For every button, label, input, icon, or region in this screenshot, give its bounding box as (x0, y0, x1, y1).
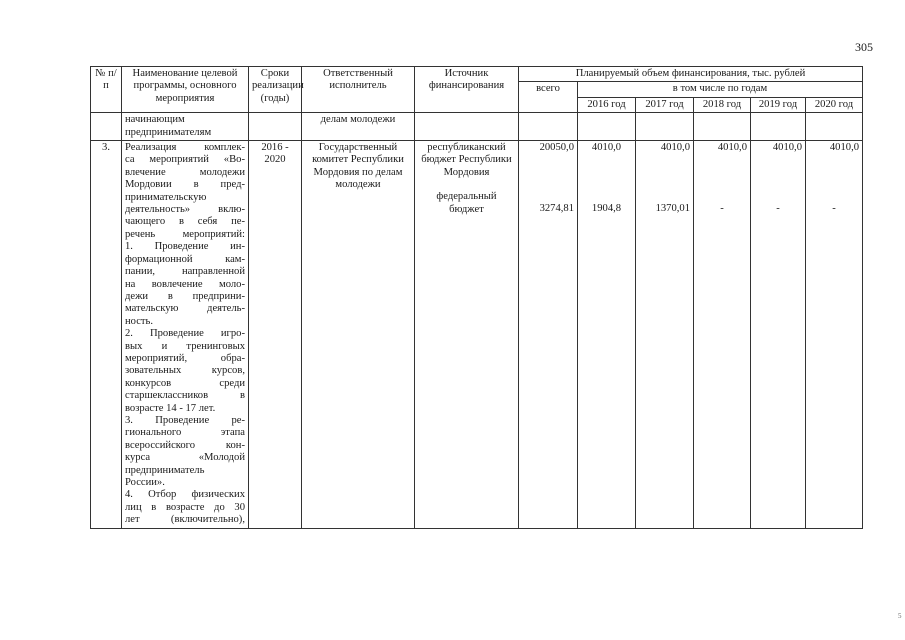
header-num: № п/п (91, 67, 122, 113)
row3-num: 3. (91, 141, 122, 529)
row3-name-line: всероссийского кон- (125, 439, 245, 451)
row3-executor: Государственный комитет Республики Мордовия по делам молодежи (302, 141, 415, 529)
row3-name-line: 2. Проведение игро- (125, 328, 245, 340)
republic-2017: 4010,0 (660, 142, 690, 154)
header-by-years: в том числе по годам (578, 82, 863, 97)
federal-2016: 1904,8 (591, 203, 622, 215)
federal-2017: 1370,01 (655, 203, 690, 215)
row3-2017 (636, 141, 694, 529)
row3-name-line: Мордовии в пред- (125, 179, 245, 191)
row3-2016 (578, 141, 636, 529)
source-republic: республиканский бюджет Республики Мордовия (421, 142, 512, 178)
row3-name-line: деятельность» вклю- (125, 204, 245, 216)
row3-name-line: 4. Отбор физических (125, 489, 245, 501)
side-mark: 5 (898, 612, 902, 620)
row3-name-line: влечение молодежи (125, 166, 245, 178)
row3-name-line: конкурсов среди (125, 377, 245, 389)
row3-name-line: ность. (125, 315, 154, 327)
header-year-2017: 2017 год (636, 97, 694, 112)
page-number: 305 (855, 40, 873, 54)
republic-2020: 4010,0 (829, 142, 860, 154)
row3-name-line: лиц в возрасте до 30 (125, 501, 245, 513)
row3-name-line: предприниматель (125, 464, 205, 476)
row3-2020 (806, 141, 863, 529)
header-total: всего (519, 82, 578, 113)
row3-name-line: курса «Молодой (125, 452, 245, 464)
row3-name-line: чающего в себя пе- (125, 216, 245, 228)
row3-2019 (751, 141, 806, 529)
row3-name-line: мательскую деятель- (125, 303, 245, 315)
row3-name-line: старшеклассников в (125, 390, 245, 402)
row3-name-line: мероприятий, обра- (125, 352, 245, 364)
row3-name-line: пании, направленной (125, 266, 245, 278)
header-year-2018: 2018 год (694, 97, 751, 112)
header-row-1 (91, 67, 863, 82)
republic-total: 20050,0 (539, 142, 574, 154)
row3-name-line: дежи в предприни- (125, 290, 245, 302)
row3-name-line: возрасте 14 - 17 лет. (125, 402, 216, 414)
header-source: Источник финансирования (415, 67, 519, 113)
federal-2019: - (776, 203, 780, 215)
republic-2016: 4010,0 (591, 142, 622, 154)
header-term: Сроки реализации (годы) (249, 67, 302, 113)
row3-2018 (694, 141, 751, 529)
row3-source (415, 141, 519, 529)
header-executor: Ответственный исполнитель (302, 67, 415, 113)
federal-2020: - (832, 203, 836, 215)
header-name: Наименование целевой программы, основного мероприятия (122, 67, 249, 113)
row3-name-line: 1. Проведение ин- (125, 241, 245, 253)
federal-total: 3274,81 (539, 203, 574, 215)
row3-name-line: вых и тренинговых (125, 340, 245, 352)
row3-name-line: формационной кам- (125, 253, 245, 265)
continuation-executor: делам молодежи (302, 113, 415, 141)
row3-name-line: лет (включительно), (125, 514, 245, 526)
row3-name-line: России». (125, 477, 165, 488)
row3-name-line: 3. Проведение ре- (125, 414, 245, 426)
continuation-name: начинающим предпринимателям (122, 113, 249, 141)
header-year-2020: 2020 год (806, 97, 863, 112)
table-row-3 (91, 141, 863, 529)
republic-2018: 4010,0 (717, 142, 747, 154)
row3-name-line: гионального этапа (125, 427, 245, 439)
federal-2018: - (720, 203, 724, 215)
row3-name-line: речень мероприятий: (125, 228, 245, 240)
row3-name-line: на вовлечение моло- (125, 278, 245, 290)
row3-name (122, 141, 249, 529)
header-year-2016: 2016 год (578, 97, 636, 112)
header-planned: Планируемый объем финансирования, тыс. рублей (519, 67, 863, 82)
row3-total (519, 141, 578, 529)
row3-name-line: зовательных курсов, (125, 365, 245, 377)
continuation-row (91, 113, 863, 141)
row3-name-line: Реализация комплек- (125, 142, 245, 154)
header-year-2019: 2019 год (751, 97, 806, 112)
financing-table (90, 66, 863, 529)
source-federal: федеральный бюджет (436, 191, 497, 215)
row3-term: 2016 - 2020 (249, 141, 302, 529)
republic-2019: 4010,0 (772, 142, 802, 154)
row3-name-line: са мероприятий «Во- (125, 154, 245, 166)
row3-name-line: принимательскую (125, 191, 207, 203)
